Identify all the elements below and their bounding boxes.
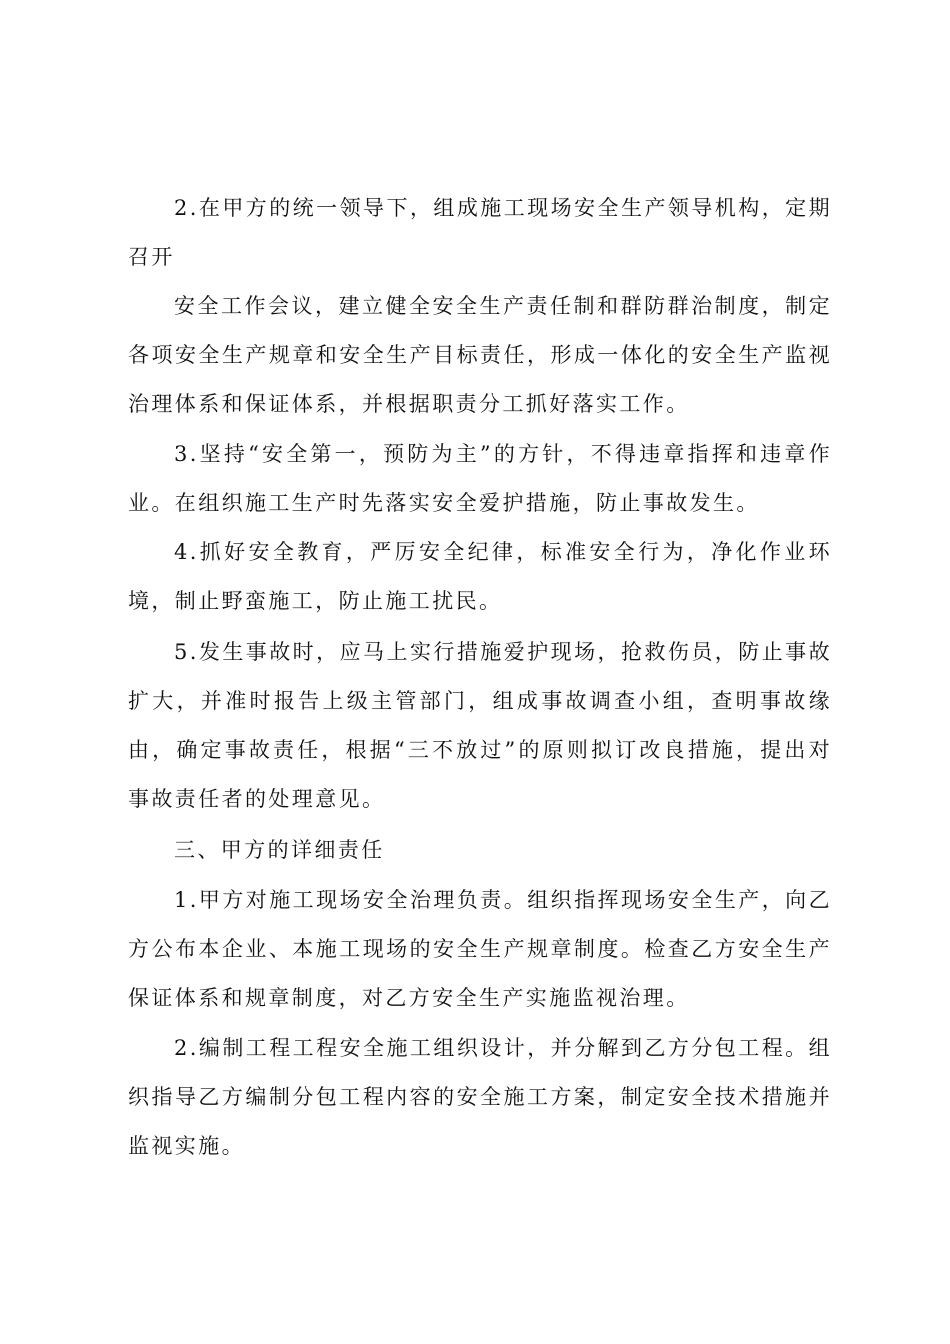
paragraph-item-4-safety-education: 4.抓好安全教育，严厉安全纪律，标准安全行为，净化作业环境，制止野蛮施工，防止施工扰民。 (128, 540, 832, 613)
paragraph-item-3-safety-first: 3.坚持“安全第一，预防为主”的方针，不得违章指挥和违章作业。在组织施工生产时先落实安全爱护措施，防止事故发生。 (128, 442, 832, 515)
paragraph-party-a-item-2: 2.编制工程工程安全施工组织设计，并分解到乙方分包工程。组织指导乙方编制分包工程内容的安全施工方案，制定安全技术措施并监视实施。 (128, 1036, 832, 1158)
paragraph-item-5-accident-handling: 5.发生事故时，应马上实行措施爱护现场，抢救伤员，防止事故扩大，并准时报告上级主管部门，组成事故调查小组，查明事故缘由，确定事故责任，根据“三不放过”的原则拟订改良措施，提出对事故责任者的处理意见。 (128, 640, 832, 811)
section-heading-party-a-responsibilities: 三、甲方的详细责任 (174, 838, 385, 862)
paragraph-safety-meeting: 安全工作会议，建立健全安全生产责任制和群防群治制度，制定各项安全生产规章和安全生产目标责任，形成一体化的安全生产监视治理体系和保证体系，并根据职责分工抓好落实工作。 (128, 294, 832, 416)
paragraph-party-a-item-1: 1.甲方对施工现场安全治理负责。组织指挥现场安全生产，向乙方公布本企业、本施工现场的安全生产规章制度。检查乙方安全生产保证体系和规章制度，对乙方安全生产实施监视治理。 (128, 888, 832, 1010)
paragraph-item-2-leadership: 2.在甲方的统一领导下，组成施工现场安全生产领导机构，定期召开 (128, 196, 832, 269)
